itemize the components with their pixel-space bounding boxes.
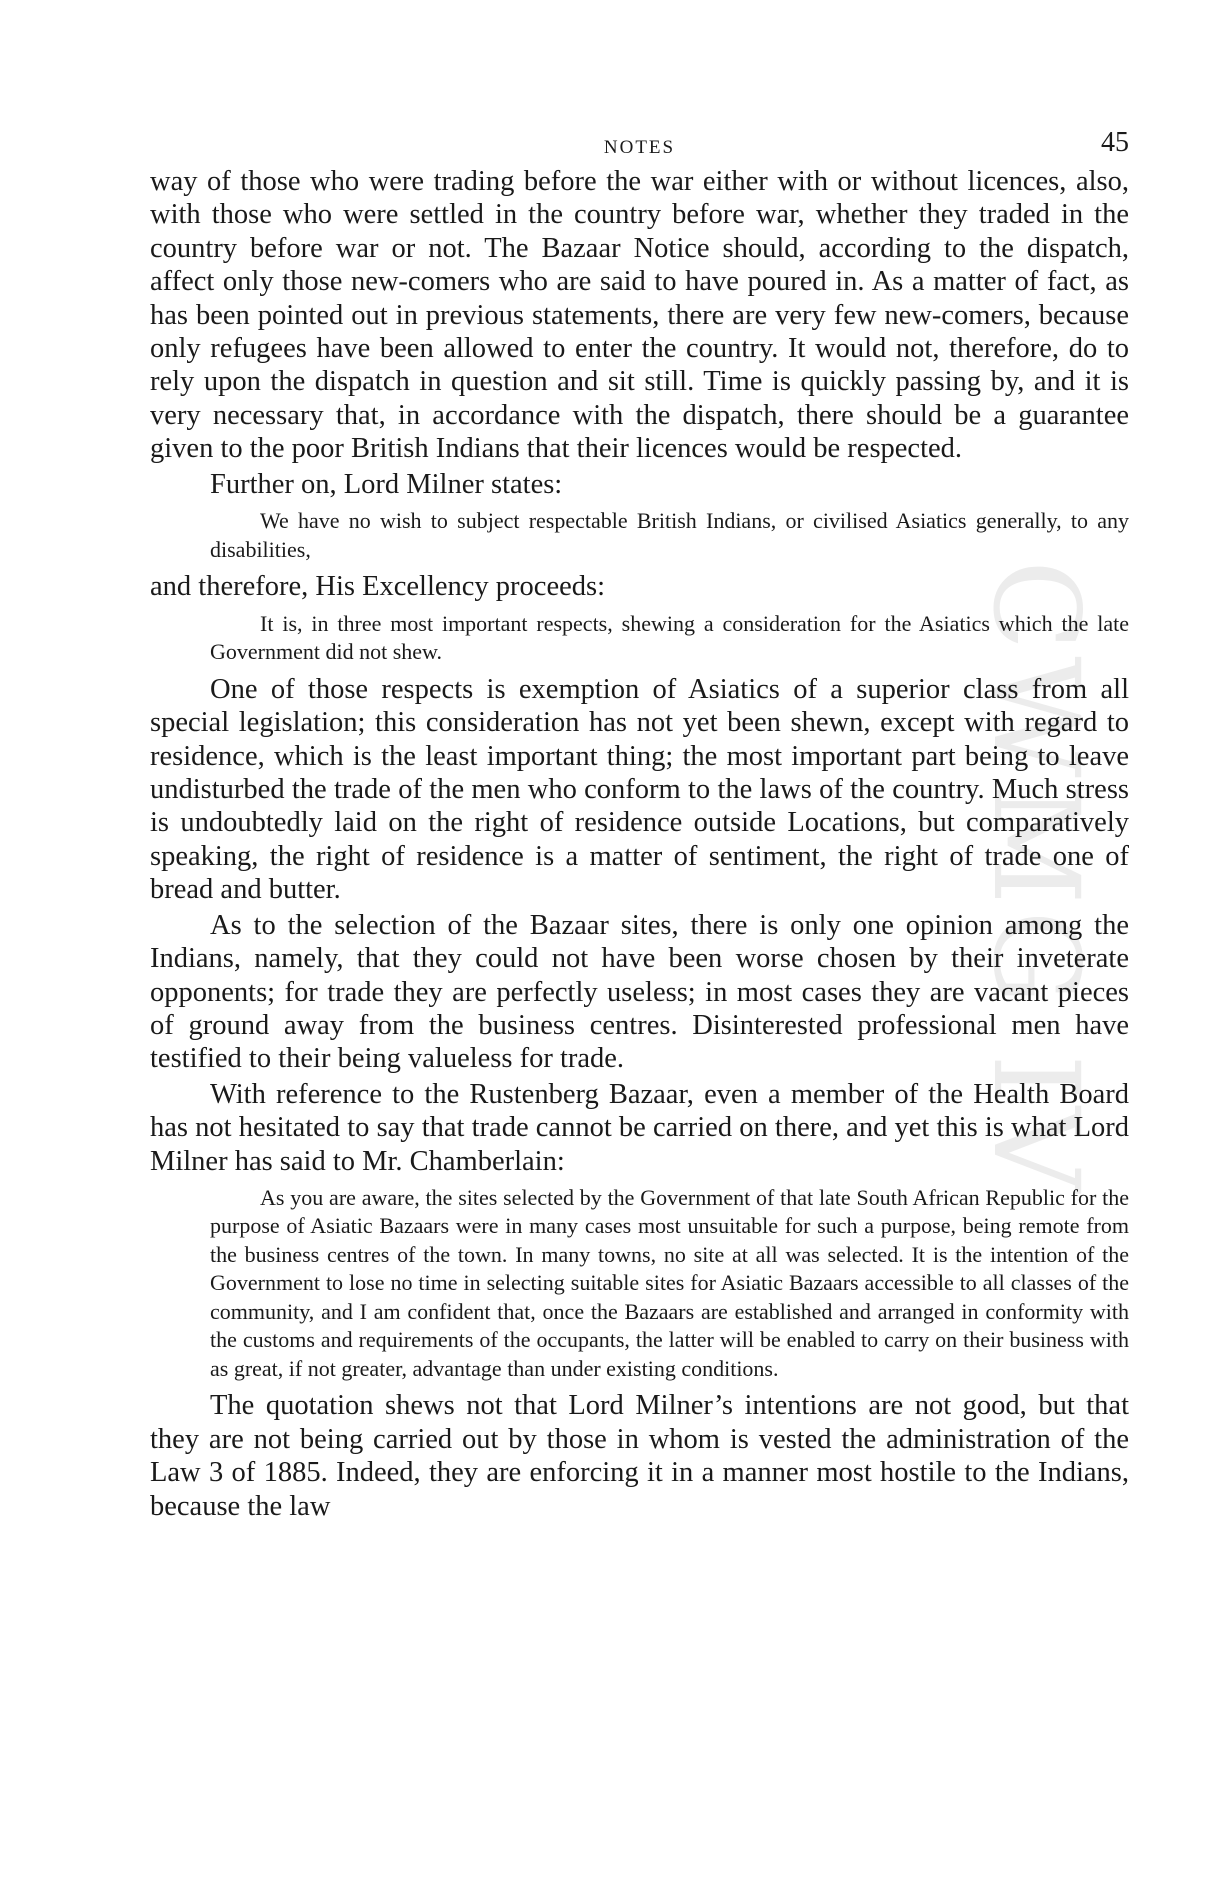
paragraph-3: and therefore, His Excellency proceeds: — [150, 571, 605, 603]
paragraph-1: way of those who were trading before the war either with or without licences, also, with those who were settled in the country before war, whether they traded in the country before war or not. The Bazaar Notice should, according to the dispatch, affect only those new-comers who are said to have poured in. As a matter of fact, as has been pointed out in previous statements, there are very few new-comers, because only refugees have been allowed to enter the country. It would not, therefore, do to rely upon the dispatch in question and sit still. Time is quickly passing by, and it is very necessary that, in accordance with the dispatch, there should be a guarantee given to the poor British Indians that their licences would be respected. — [150, 166, 1129, 465]
watermark: CWMG IV — [967, 560, 1105, 1198]
block-quote-3: As you are aware, the sites selected by the Government of that late South African Republic for the purpose of Asiatic Bazaars were in many cases most unsuitable for such a purpose, being remote from the business centres of the town. In many towns, no site at all was selected. It is the intention of the Government to lose no time in selecting suitable sites for Asiatic Bazaars accessible to all classes of the community, and I am confident that, once the Bazaars are established and arranged in conformity with the customs and requirements of the occupants, the latter will be enabled to carry on their business with as great, if not greater, advantage than under existing conditions. — [210, 1184, 1129, 1381]
page-number: 45 — [1101, 127, 1129, 158]
block-quote-2: It is, in three most important respects, shewing a consideration for the Asiatics which the late Government did not shew. — [210, 610, 1129, 665]
body-text — [150, 165, 1129, 1523]
block-quote-1: We have no wish to subject respectable British Indians, or civilised Asiatics generally, to any disabilities, — [210, 508, 1129, 562]
paragraph-7: The quotation shews not that Lord Milner’s intentions are not good, but that they are not being carried out by those in whom is vested the administration of the Law 3 of 1885. Indeed, they are enforcing it in a manner most hostile to the Indians, because the law — [150, 1390, 1129, 1522]
paragraph-5: As to the selection of the Bazaar sites, there is only one opinion among the Indians, namely, that they could not have been worse chosen by their inveterate opponents; for trade they are perfectly useless; in most cases they are vacant pieces of ground away from the business centres. Disinterested professional men have testified to their being valueless for trade. — [150, 909, 1129, 1075]
paragraph-4: One of those respects is exemption of Asiatics of a superior class from all special legislation; this consideration has not yet been shewn, except with regard to residence, which is the least important thing; the most important part being to leave undisturbed the trade of the men who conform to the laws of the country. Much stress is undoubtedly laid on the right of residence outside Locations, but comparatively speaking, the right of residence is a matter of sentiment, the right of trade one of bread and butter. — [150, 673, 1129, 906]
running-head — [150, 125, 1129, 165]
paragraph-2: Further on, Lord Milner states: — [210, 468, 563, 500]
paragraph-6: With reference to the Rustenberg Bazaar, even a member of the Health Board has not hesitated to say that trade cannot be carried on there, and yet this is what Lord Milner has said to Mr. Chamberlain: — [150, 1078, 1129, 1177]
running-title: NOTES — [603, 137, 676, 158]
page — [150, 125, 1129, 1523]
